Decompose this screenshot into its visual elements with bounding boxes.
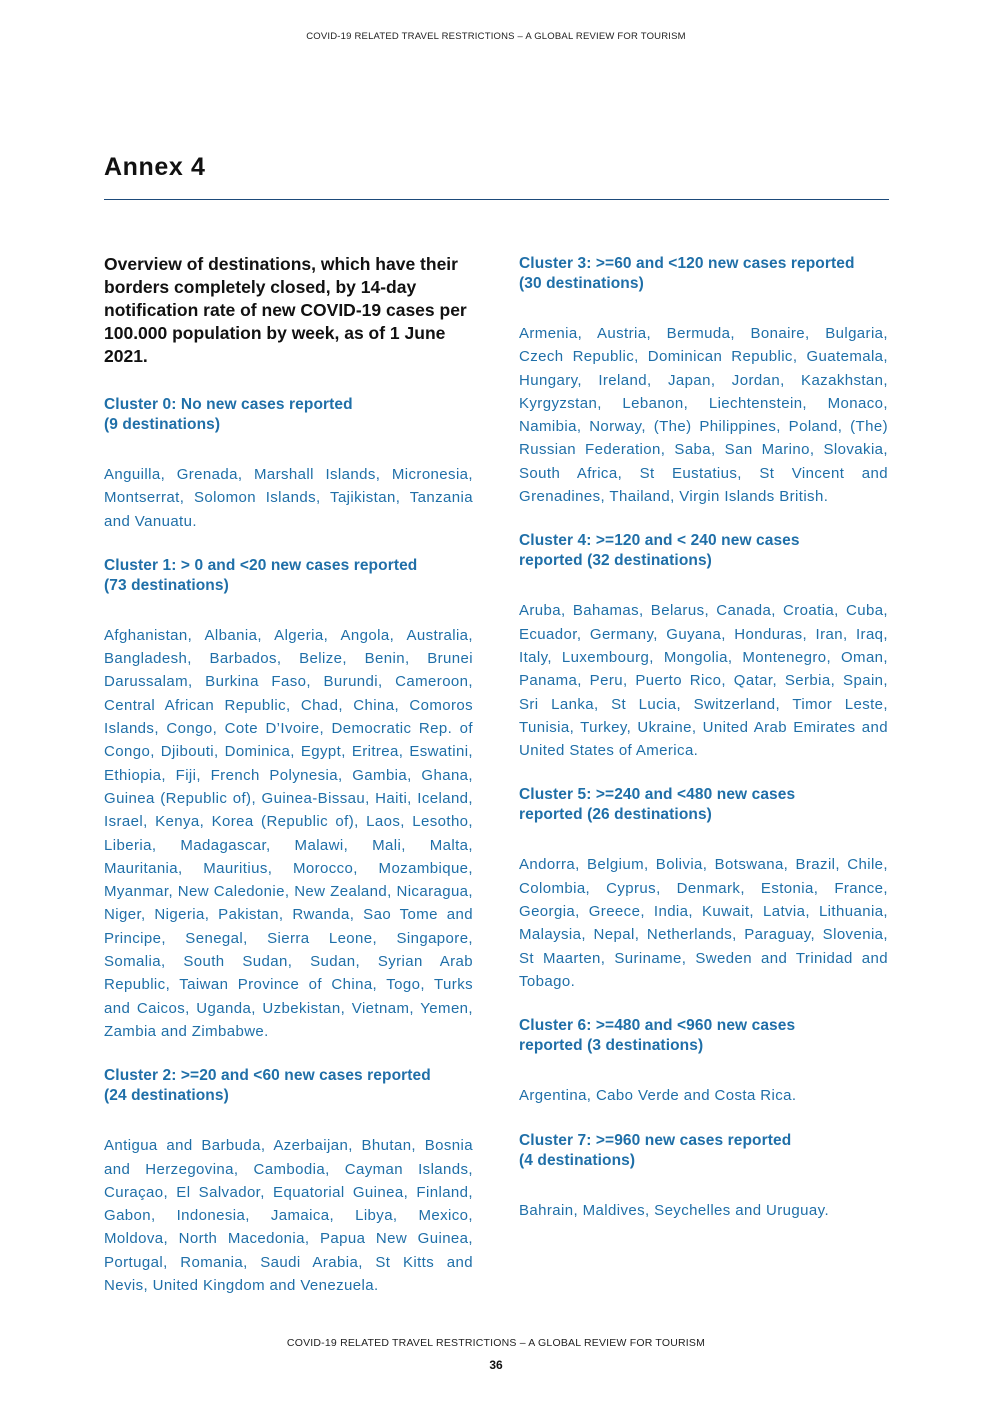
cluster-destinations: Armenia, Austria, Bermuda, Bonaire, Bulgaria, Czech Republic, Dominican Republic, Guatemala, Hungary, Ireland, Japan, Jordan, Kazakhstan, Kyrgyzstan, Lebanon, Liechtenstein, Monaco, Namibia, Norway, (The) Philippines, Poland, (The) Russian Federation, Saba, San Marino, Slovakia, South Africa, St Eustatius, St Vincent and Grenadines, Thailand, Virgin Islands British. bbox=[519, 325, 888, 506]
running-footer: COVID-19 RELATED TRAVEL RESTRICTIONS – A GLOBAL REVIEW FOR TOURISM bbox=[286, 1337, 706, 1349]
cluster-heading bbox=[519, 254, 888, 294]
cluster-heading-line: reported (32 destinations) bbox=[519, 552, 712, 570]
cluster-heading-line: Cluster 1: > 0 and <20 new cases reported bbox=[104, 556, 418, 574]
cluster-heading bbox=[519, 785, 888, 825]
cluster-destinations: Bahrain, Maldives, Seychelles and Uruguay. bbox=[519, 1201, 830, 1219]
cluster-7 bbox=[519, 1131, 888, 1222]
cluster-1 bbox=[104, 556, 473, 1043]
cluster-3 bbox=[519, 254, 888, 508]
cluster-destinations: Anguilla, Grenada, Marshall Islands, Micronesia, Montserrat, Solomon Islands, Tajikistan, Tanzania and Vanuatu. bbox=[104, 466, 473, 530]
cluster-heading bbox=[519, 531, 888, 571]
cluster-destinations: Afghanistan, Albania, Algeria, Angola, Australia, Bangladesh, Barbados, Belize, Benin, Brunei Darussalam, Burkina Faso, Burundi, Cameroon, Central African Republic, Chad, China, Comoros Islands, Congo, Cote D’Ivoire, Democratic Rep. of Congo, Djibouti, Dominica, Egypt, Eritrea, Eswatini, Ethiopia, Fiji, French Polynesia, Gambia, Ghana, Guinea (Republic of), Guinea-Bissau, Haiti, Iceland, Israel, Kenya, Korea (Republic of), Laos, Lesotho, Liberia, Madagascar, Malawi, Mali, Malta, Mauritania, Mauritius, Morocco, Mozambique, Myanmar, New Caledonie, New Zealand, Nicaragua, Niger, Nigeria, Pakistan, Rwanda, Sao Tome and Principe, Senegal, Sierra Leone, Singapore, Somalia, South Sudan, Sudan, Syrian Arab Republic, Taiwan Province of China, Togo, Turks and Caicos, Uganda, Uzbekistan, Vietnam, Yemen, Zambia and Zimbabwe. bbox=[104, 626, 473, 1040]
running-header: COVID-19 RELATED TRAVEL RESTRICTIONS – A GLOBAL REVIEW FOR TOURISM bbox=[306, 31, 686, 42]
cluster-heading-line: reported (26 destinations) bbox=[519, 806, 712, 824]
page-title: Annex 4 bbox=[104, 153, 206, 181]
cluster-heading bbox=[104, 395, 473, 435]
cluster-heading bbox=[519, 1131, 888, 1171]
cluster-heading-line: Cluster 3: >=60 and <120 new cases reported bbox=[519, 255, 855, 272]
title-divider bbox=[104, 199, 889, 200]
cluster-heading-line: Cluster 5: >=240 and <480 new cases bbox=[519, 786, 796, 804]
cluster-heading-line: Cluster 6: >=480 and <960 new cases bbox=[519, 1017, 796, 1035]
cluster-4 bbox=[519, 531, 888, 762]
intro-text: Overview of destinations, which have their borders completely closed, by 14-day notification rate of new COVID-19 cases per 100.000 population by week, as of 1 June 2021. bbox=[104, 254, 467, 366]
cluster-destinations: Aruba, Bahamas, Belarus, Canada, Croatia, Cuba, Ecuador, Germany, Guyana, Honduras, Iran, Iraq, Italy, Luxembourg, Mongolia, Montenegro, Oman, Panama, Peru, Puerto Rico, Qatar, Serbia, Spain, Sri Lanka, St Lucia, Switzerland, Timor Leste, Tunisia, Turkey, Ukraine, United Arab Emirates and United States of America. bbox=[519, 602, 888, 760]
cluster-6 bbox=[519, 1016, 888, 1107]
cluster-heading-line: (4 destinations) bbox=[519, 1151, 636, 1169]
cluster-2 bbox=[104, 1066, 473, 1297]
cluster-heading-line: reported (3 destinations) bbox=[519, 1037, 704, 1055]
cluster-destinations: Andorra, Belgium, Bolivia, Botswana, Brazil, Chile, Colombia, Cyprus, Denmark, Estonia, France, Georgia, Greece, India, Kuwait, Latvia, Lithuania, Malaysia, Nepal, Netherlands, Paraguay, Slovenia, St Maarten, Suriname, Sweden and Trinidad and Tobago. bbox=[519, 856, 888, 990]
cluster-heading-line: (9 destinations) bbox=[104, 416, 221, 433]
cluster-destinations: Antigua and Barbuda, Azerbaijan, Bhutan, Bosnia and Herzegovina, Cambodia, Cayman Islands, Curaçao, El Salvador, Equatorial Guinea, Finland, Gabon, Indonesia, Jamaica, Libya, Mexico, Moldova, North Macedonia, Papua New Guinea, Portugal, Romania, Saudi Arabia, St Kitts and Nevis, United Kingdom and Venezuela. bbox=[104, 1137, 473, 1295]
cluster-0 bbox=[104, 395, 473, 533]
cluster-heading bbox=[519, 1016, 888, 1056]
page-number: 36 bbox=[489, 1358, 503, 1372]
cluster-heading-line: (24 destinations) bbox=[104, 1087, 229, 1105]
cluster-heading-line: (30 destinations) bbox=[519, 275, 644, 292]
cluster-heading-line: Cluster 4: >=120 and < 240 new cases bbox=[519, 532, 800, 550]
cluster-heading bbox=[104, 556, 473, 596]
cluster-heading-line: Cluster 0: No new cases reported bbox=[104, 396, 353, 413]
right-column bbox=[519, 253, 888, 1245]
cluster-destinations: Argentina, Cabo Verde and Costa Rica. bbox=[519, 1087, 797, 1105]
cluster-heading bbox=[104, 1066, 473, 1106]
cluster-heading-line: Cluster 2: >=20 and <60 new cases reported bbox=[104, 1067, 431, 1085]
cluster-heading-line: (73 destinations) bbox=[104, 576, 229, 594]
cluster-heading-line: Cluster 7: >=960 new cases reported bbox=[519, 1131, 792, 1149]
cluster-5 bbox=[519, 785, 888, 993]
left-column bbox=[104, 253, 473, 1320]
